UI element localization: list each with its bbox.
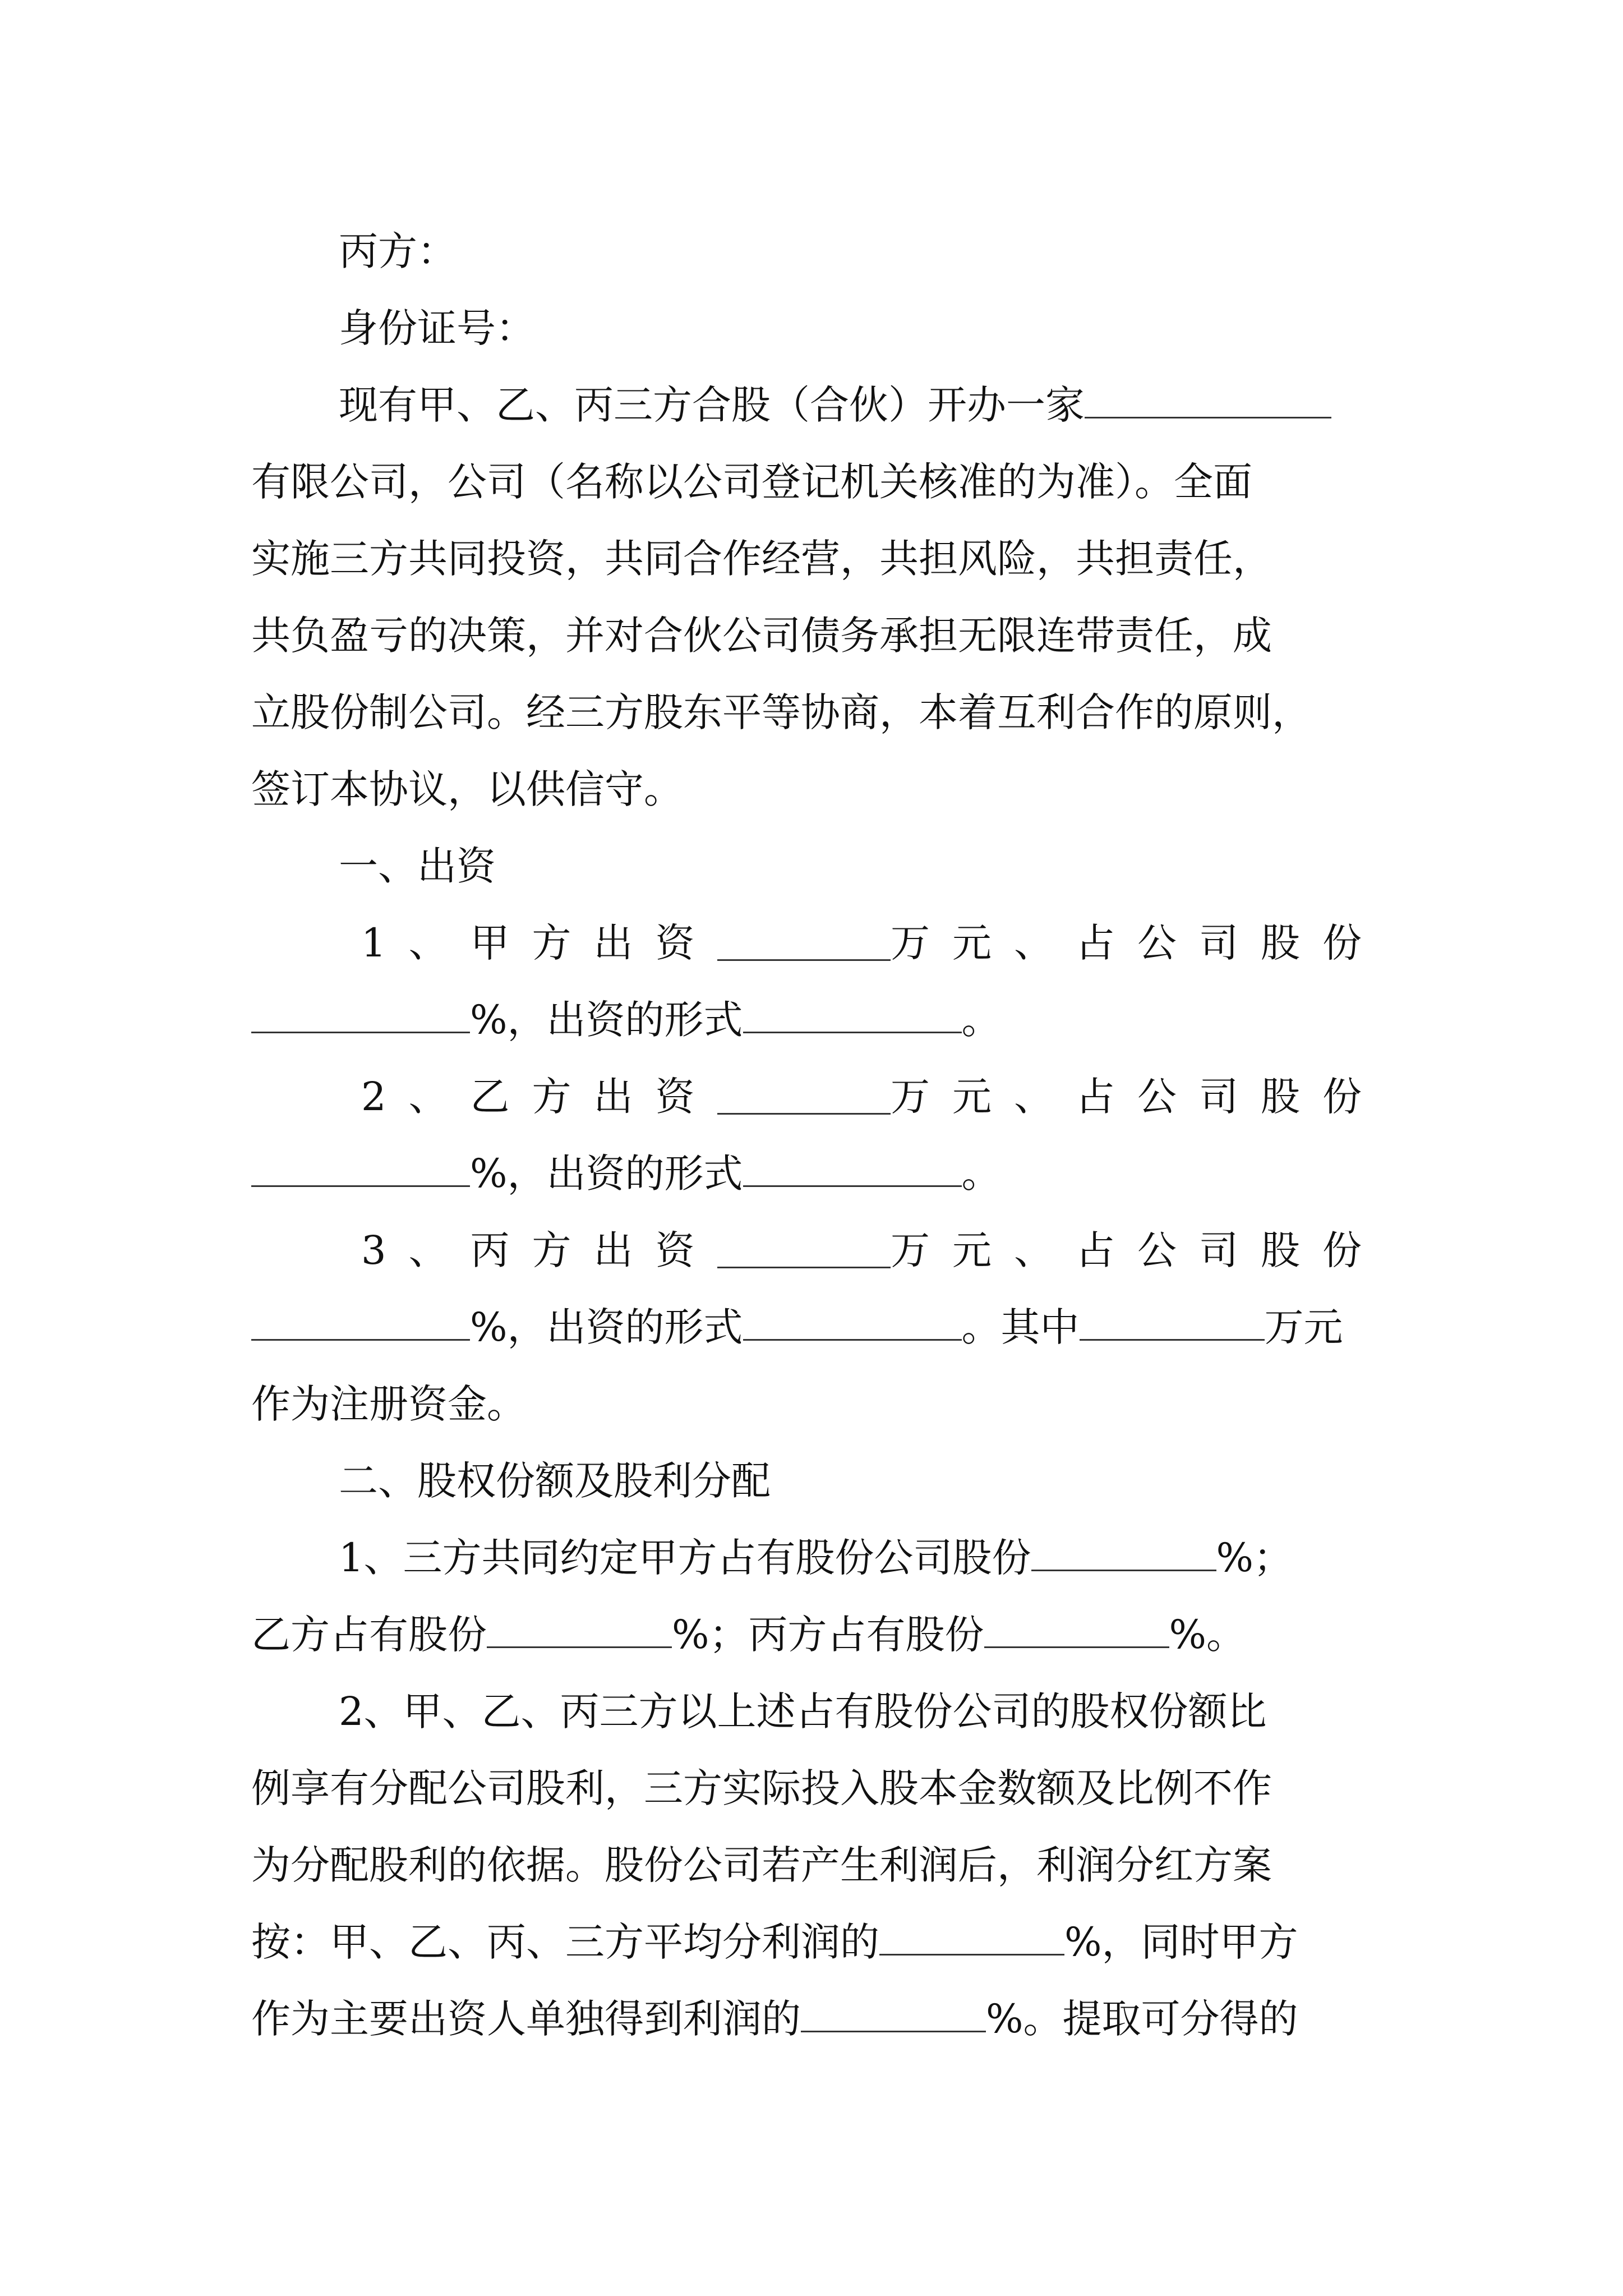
- document-page: [251, 213, 1384, 2058]
- s2-item-1-line-2: [251, 1596, 1384, 1673]
- id-number-label: 身份证号：: [339, 305, 535, 351]
- s1-item-2-line-1: [251, 1059, 1384, 1135]
- s2-item-2-line-2: [251, 1750, 1384, 1827]
- s1-item-1-share-blank: [251, 998, 470, 1033]
- s2-item-1-b: %；: [1216, 1535, 1293, 1581]
- section-2-heading: 二、股权份额及股利分配: [339, 1458, 771, 1504]
- s2-item-1-c: 乙方占有股份: [251, 1612, 487, 1658]
- intro-line-5: [251, 674, 1384, 751]
- s2-item-2-l1: 2、甲、乙、丙三方以上述占有股份公司的股权份额比: [339, 1688, 1267, 1734]
- intro-text-5: 立股份制公司。经三方股东平等协商，本着互利合作的原则，: [251, 689, 1311, 735]
- intro-text-4: 共负盈亏的决策，并对合伙公司债务承担无限连带责任，成: [251, 613, 1272, 659]
- party-c-line: [251, 213, 1384, 290]
- s1-item-2-tail-b: 。: [961, 1151, 1001, 1197]
- s2-item-2-line-4: [251, 1904, 1384, 1981]
- s2-item-2-line-5: [251, 1981, 1384, 2058]
- s1-item-1-tail-a: %，出资的形式: [470, 997, 743, 1043]
- s1-item-3-line-3: [251, 1366, 1384, 1443]
- s1-item-3-tail-b: 。其中: [961, 1304, 1080, 1350]
- intro-line-2: [251, 444, 1384, 521]
- intro-text-2: 有限公司，公司（名称以公司登记机关核准的为准）。全面: [251, 459, 1252, 505]
- s1-item-3-prefix: 3、丙方出资: [361, 1227, 717, 1273]
- s2-item-2-l4a: 按：甲、乙、丙、三方平均分利润的: [251, 1919, 879, 1965]
- s2-average-profit-blank: [879, 1920, 1064, 1955]
- s1-item-1-prefix: 1、甲方出资: [361, 920, 717, 966]
- s1-item-3-line-1: [251, 1212, 1384, 1289]
- s2-item-1-a: 1、三方共同约定甲方占有股份公司股份: [339, 1535, 1031, 1581]
- section-1-heading: 一、出资: [339, 843, 496, 889]
- s1-item-1-line-1: [251, 905, 1384, 982]
- id-number-line: [251, 290, 1384, 367]
- s1-item-1-middle: 万元、占公司股份: [891, 920, 1384, 966]
- s1-item-2-line-2: [251, 1135, 1384, 1212]
- s1-item-1-amount-blank: [717, 926, 891, 961]
- s1-item-2-tail-a: %，出资的形式: [470, 1151, 743, 1197]
- s2-item-2-l3: 为分配股利的依据。股份公司若产生利润后，利润分红方案: [251, 1842, 1272, 1888]
- s2-item-2-l5a: 作为主要出资人单独得到利润的: [251, 1996, 801, 2042]
- s1-item-3-middle: 万元、占公司股份: [891, 1227, 1384, 1273]
- section-1-title: [251, 828, 1384, 905]
- party-c-label: 丙方：: [339, 228, 457, 274]
- s1-item-3-amount-blank: [717, 1233, 891, 1268]
- s1-item-2-share-blank: [251, 1152, 470, 1187]
- s1-item-3-line-2: [251, 1289, 1384, 1366]
- s2-main-investor-profit-blank: [801, 1997, 986, 2032]
- intro-line-4: [251, 597, 1384, 674]
- s1-item-3-registered-capital-blank: [1080, 1305, 1265, 1341]
- company-name-blank: [1085, 383, 1331, 418]
- s1-item-3-share-blank: [251, 1305, 470, 1341]
- s2-item-2-l2: 例享有分配公司股利，三方实际投入股本金数额及比例不作: [251, 1765, 1272, 1811]
- s2-item-2-line-3: [251, 1827, 1384, 1904]
- intro-text-3: 实施三方共同投资，共同合作经营，共担风险，共担责任，: [251, 536, 1272, 582]
- s2-item-1-line-1: [251, 1520, 1384, 1596]
- s1-item-2-form-blank: [743, 1152, 962, 1187]
- intro-text-1: 现有甲、乙、丙三方合股（合伙）开办一家: [339, 382, 1085, 428]
- s1-item-2-prefix: 2、乙方出资: [361, 1074, 717, 1120]
- s2-item-2-l4b: %，同时甲方: [1064, 1919, 1298, 1965]
- s2-party-a-share-blank: [1031, 1536, 1216, 1571]
- s1-item-3-form-blank: [743, 1305, 962, 1341]
- s1-item-2-amount-blank: [717, 1079, 891, 1115]
- s1-item-3-tail-a: %，出资的形式: [470, 1304, 743, 1350]
- intro-text-6: 签订本协议，以供信守。: [251, 766, 683, 812]
- s1-item-1-tail-b: 。: [961, 997, 1001, 1043]
- s2-item-1-e: %。: [1169, 1612, 1246, 1658]
- s1-item-3-tail-d: 作为注册资金。: [251, 1381, 526, 1427]
- s2-party-b-share-blank: [487, 1613, 672, 1648]
- intro-line-1: [251, 367, 1384, 444]
- s1-item-1-line-2: [251, 982, 1384, 1059]
- intro-line-3: [251, 521, 1384, 597]
- s1-item-1-form-blank: [743, 998, 962, 1033]
- intro-line-6: [251, 751, 1384, 828]
- s2-item-2-l5b: %。提取可分得的: [986, 1996, 1298, 2042]
- section-2-title: [251, 1443, 1384, 1520]
- s2-party-c-share-blank: [984, 1613, 1169, 1648]
- s1-item-3-tail-c: 万元: [1264, 1304, 1343, 1350]
- s2-item-2-line-1: [251, 1673, 1384, 1750]
- s1-item-2-middle: 万元、占公司股份: [891, 1074, 1384, 1120]
- s2-item-1-d: %；丙方占有股份: [672, 1612, 984, 1658]
